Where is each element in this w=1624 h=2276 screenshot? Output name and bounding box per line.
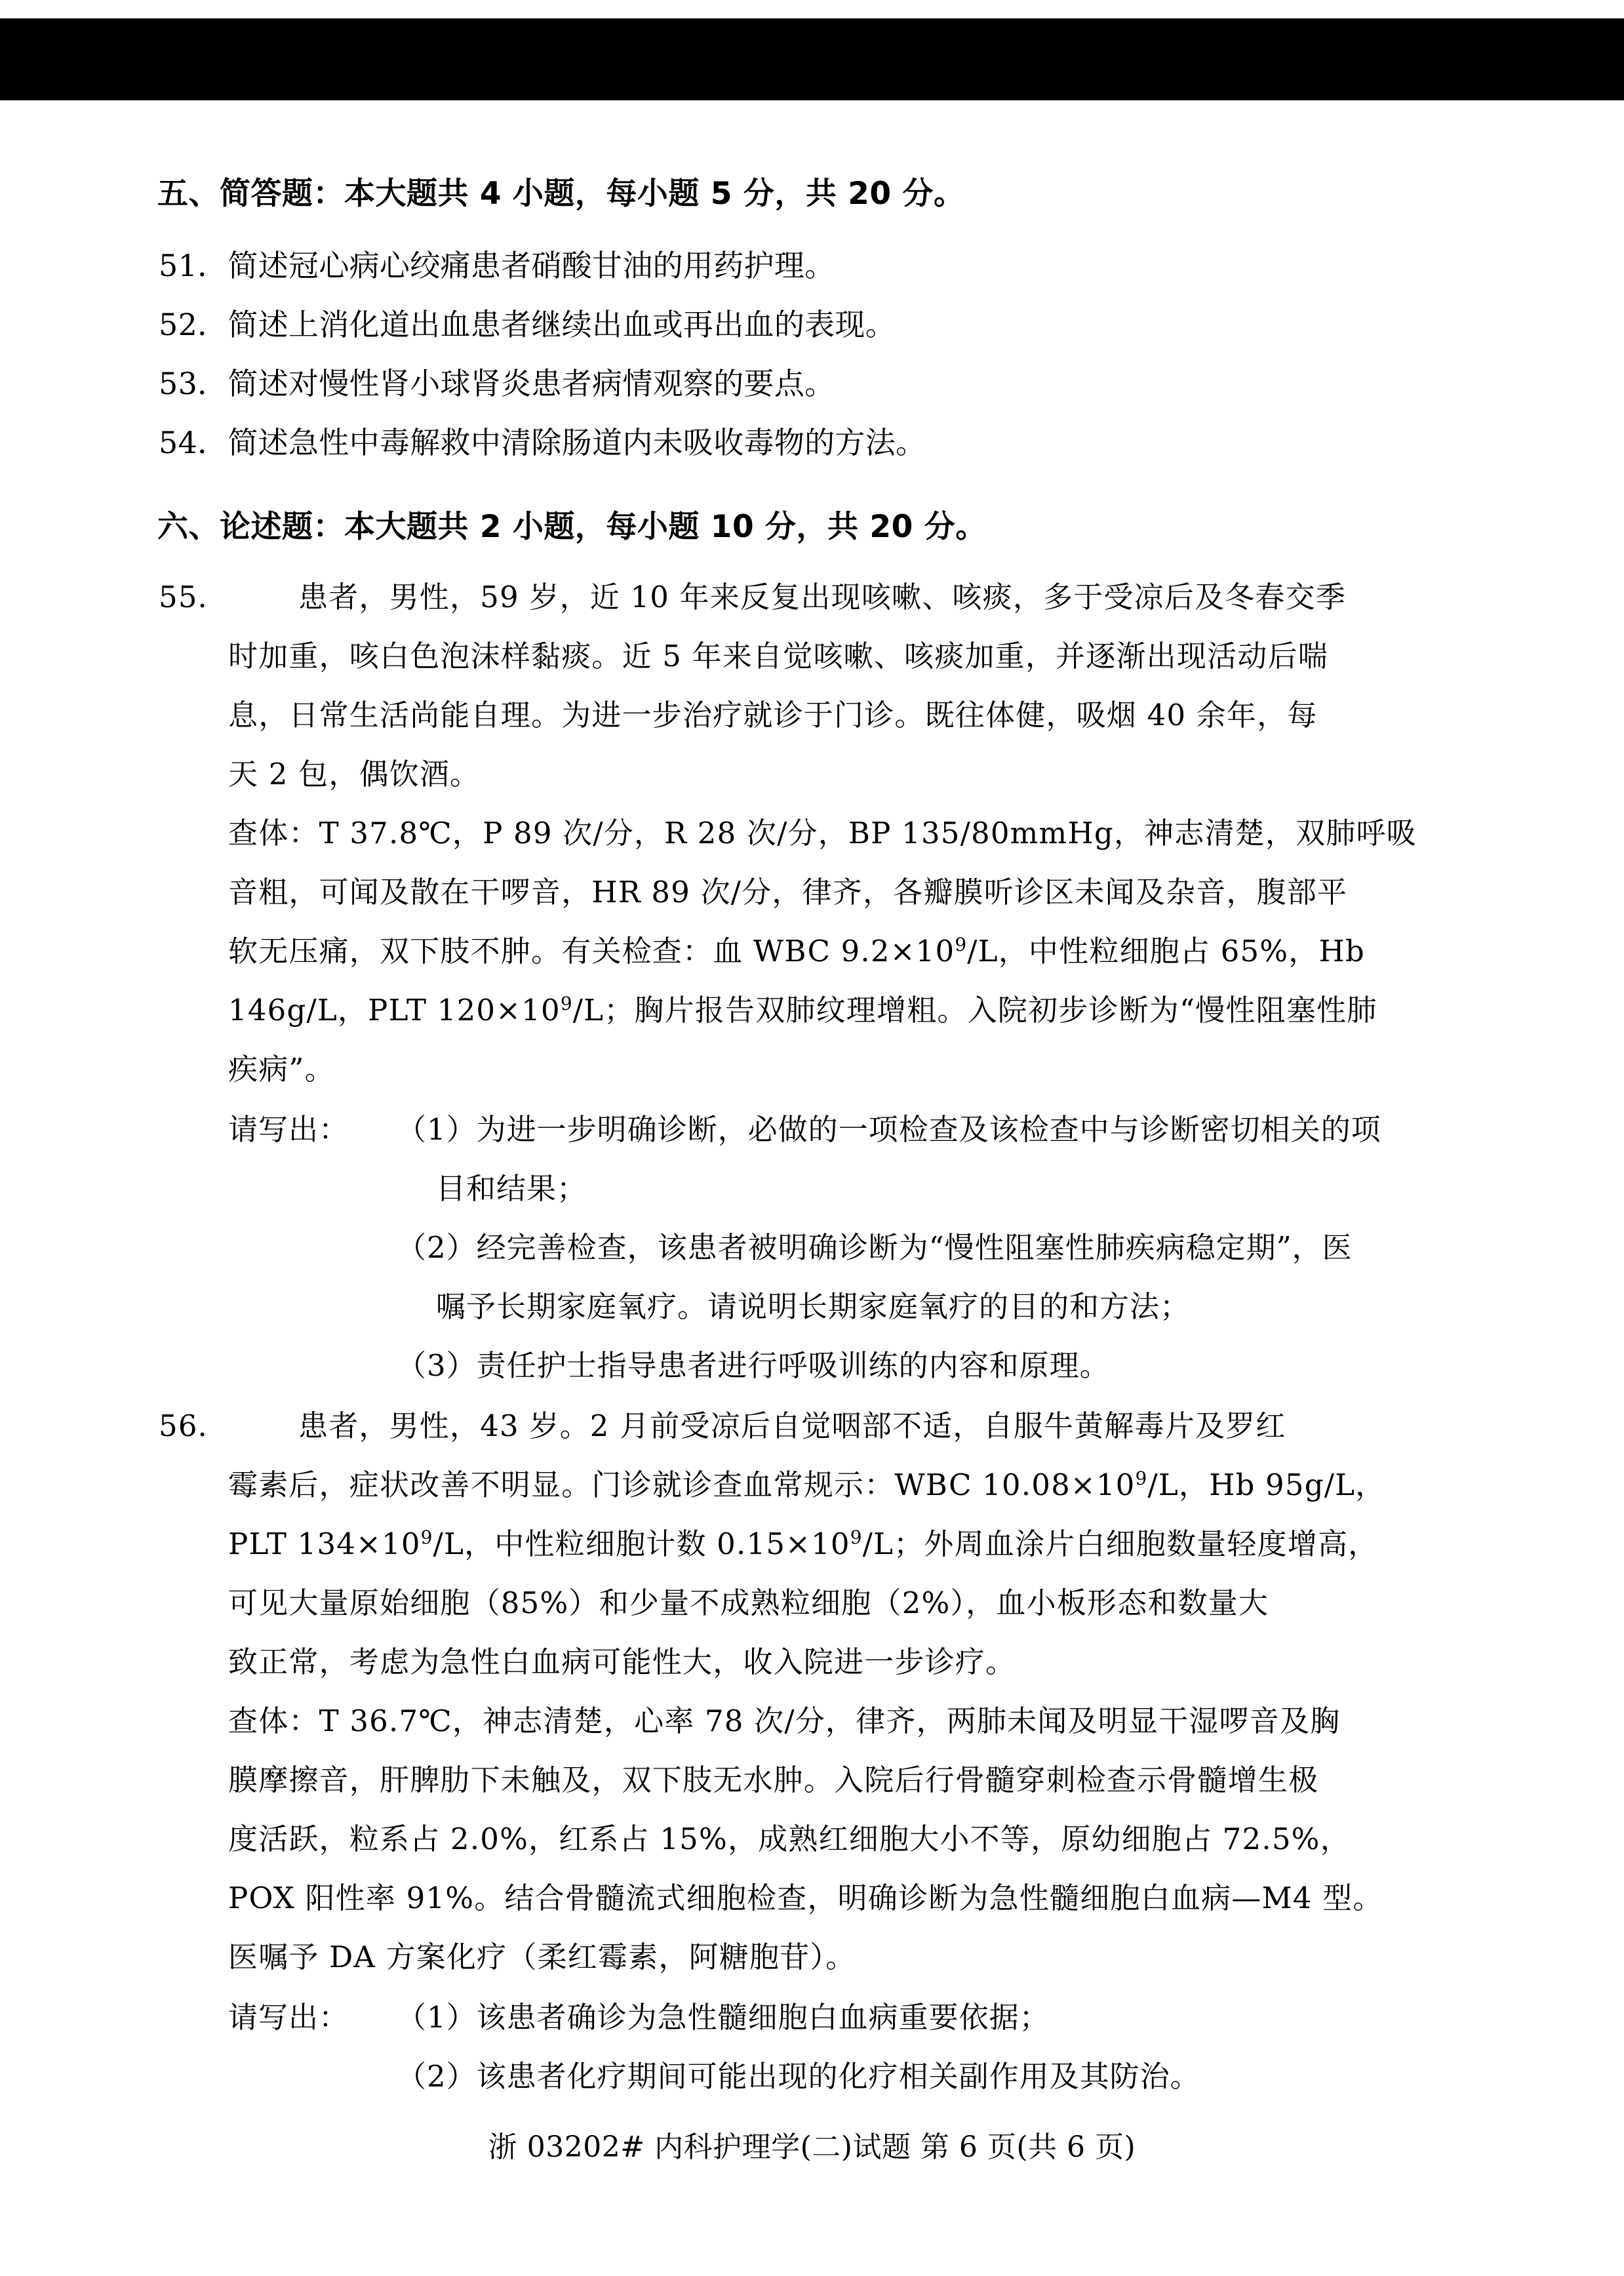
question-54-text: 简述急性中毒解救中清除肠道内未吸收毒物的方法。 [228, 425, 926, 460]
question-56-case-line-2a: 霉素后，症状改善不明显。门诊就诊查血常规示：WBC 10.08×10 [228, 1467, 1136, 1502]
question-53-number: 53． [159, 366, 228, 401]
question-55-exam-line-1 [228, 818, 1417, 848]
question-51-number: 51． [159, 248, 228, 283]
question-55-number: 55． [159, 580, 228, 614]
question-55-case-line-2: 时加重，咳白色泡沫样黏痰。近 5 年来自觉咳嗽、咳痰加重，并逐渐出现活动后喘 [228, 639, 1328, 673]
question-55-case-line-3: 息，日常生活尚能自理。为进一步治疗就诊于门诊。既往体健，吸烟 40 余年，每 [228, 698, 1318, 732]
question-51-text: 简述冠心病心绞痛患者硝酸甘油的用药护理。 [228, 248, 835, 283]
question-56-number: 56． [159, 1408, 228, 1443]
section-six-heading [157, 509, 987, 545]
question-55-case-line-1: 患者，男性，59 岁，近 10 年来反复出现咳嗽、咳痰，多于受凉后及冬春交季 [298, 580, 1347, 614]
section-six-heading-lead: 六、论述题： [157, 509, 344, 545]
question-55-exam-line-3 [228, 936, 1365, 966]
question-55-exam-line-2: 音粗，可闻及散在干啰音，HR 89 次/分，律齐，各瓣膜听诊区未闻及杂音，腹部平 [228, 875, 1348, 909]
question-52-number: 52． [159, 307, 228, 342]
question-55-sub1-line-2: 目和结果； [436, 1171, 587, 1206]
question-55-exam-line-1b: ℃，P 89 次/分，R 28 次/分，BP 135/80mmHg，神志清楚，双肺呼吸 [418, 816, 1417, 850]
question-56-exam-line-1 [228, 1706, 1340, 1736]
question-56-case-line-3a: PLT 134×10 [228, 1527, 421, 1561]
question-55-exam-line-4b: /L；胸片报告双肺纹理增粗。入院初步诊断为“慢性阻塞性肺 [572, 993, 1377, 1028]
question-56-case-line-2b: /L，Hb 95g/L， [1147, 1467, 1386, 1502]
question-56-sub2: （2）该患者化疗期间可能出现的化疗相关副作用及其防治。 [397, 2059, 1200, 2094]
question-56-sub1: （1）该患者确诊为急性髓细胞白血病重要依据； [397, 2000, 1050, 2035]
question-51 [159, 250, 835, 281]
question-52-text: 简述上消化道出血患者继续出血或再出血的表现。 [228, 307, 896, 342]
question-56-case-line-3 [228, 1529, 1378, 1559]
question-56-case-line-3-exponent-1: 9 [420, 1527, 433, 1548]
question-53-text: 简述对慢性肾小球肾炎患者病情观察的要点。 [228, 366, 835, 401]
question-56-exam-line-1a: 查体：T 36.7 [228, 1704, 419, 1738]
question-55-exam-line-4 [228, 993, 1377, 1028]
question-55-ask-label: 请写出： [228, 1112, 349, 1147]
question-56-case-line-3b: /L，中性粒细胞计数 0.15×10 [433, 1527, 850, 1561]
question-55-exam-line-3b: /L，中性粒细胞占 65%，Hb [967, 934, 1365, 968]
question-56-case-line-2 [228, 1467, 1386, 1502]
section-six-heading-rest: 本大题共 2 小题，每小题 10 分，共 20 分。 [344, 509, 987, 545]
question-55-sub3-line-1: （3）责任护士指导患者进行呼吸训练的内容和原理。 [397, 1348, 1110, 1383]
question-56-exam-line-5: 医嘱予 DA 方案化疗（柔红霉素，阿糖胞苷）。 [228, 1940, 856, 1974]
question-56-exam-line-2: 膜摩擦音，肝脾肋下未触及，双下肢无水肿。入院后行骨髓穿刺检查示骨髓增生极 [228, 1763, 1319, 1797]
question-55-exam-line-5: 疾病”。 [228, 1052, 335, 1087]
section-five-heading [157, 176, 965, 212]
question-56-exam-line-4: POX 阳性率 91%。结合骨髓流式细胞检查，明确诊断为急性髓细胞白血病—M4 型。 [228, 1881, 1383, 1915]
question-55-exam-line-3-exponent: 9 [955, 934, 968, 955]
question-55-sub2-line-2: 嘱予长期家庭氧疗。请说明长期家庭氧疗的目的和方法； [436, 1289, 1191, 1324]
question-53 [159, 366, 835, 401]
question-56-case-line-5: 致正常，考虑为急性白血病可能性大，收入院进一步诊疗。 [228, 1645, 1016, 1679]
question-56-case-line-3c: /L；外周血涂片白细胞数量轻度增高， [862, 1527, 1379, 1561]
question-55-sub2-line-1: （2）经完善检查，该患者被明确诊断为“慢性阻塞性肺疾病稳定期”，医 [397, 1230, 1353, 1265]
question-55-sub1-line-1: （1）为进一步明确诊断，必做的一项检查及该检查中与诊断密切相关的项 [397, 1112, 1381, 1147]
question-56-case-line-1: 患者，男性，43 岁。2 月前受凉后自觉咽部不适，自服牛黄解毒片及罗红 [298, 1408, 1286, 1443]
question-56-case-line-3-exponent-2: 9 [850, 1527, 863, 1548]
question-55-exam-line-3a: 软无压痛，双下肢不肿。有关检查：血 WBC 9.2×10 [228, 934, 955, 968]
question-56-exam-line-3: 度活跃，粒系占 2.0%，红系占 15%，成熟红细胞大小不等，原幼细胞占 72.5%， [228, 1822, 1351, 1856]
question-56-case-line-4: 可见大量原始细胞（85%）和少量不成熟粒细胞（2%），血小板形态和数量大 [228, 1586, 1269, 1620]
question-55-exam-line-1a: 查体：T 37.8 [228, 816, 419, 850]
question-54 [159, 425, 926, 460]
question-56-ask-label: 请写出： [228, 2000, 349, 2035]
question-56-case-line-2-exponent: 9 [1135, 1467, 1148, 1489]
section-five-heading-lead: 五、简答题： [157, 176, 344, 212]
question-54-number: 54． [159, 425, 228, 460]
question-55-exam-line-4a: 146g/L，PLT 120×10 [228, 993, 561, 1028]
page-footer: 浙 03202# 内科护理学(二)试题 第 6 页(共 6 页) [488, 2130, 1136, 2164]
question-56-exam-line-1b: ℃，神志清楚，心率 78 次/分，律齐，两肺未闻及明显干湿啰音及胸 [418, 1704, 1341, 1738]
question-55-case-line-4: 天 2 包，偶饮酒。 [228, 757, 481, 791]
section-five-heading-rest: 本大题共 4 小题，每小题 5 分，共 20 分。 [344, 176, 965, 212]
question-55-exam-line-4-exponent: 9 [560, 993, 573, 1014]
scan-artifact-band [0, 18, 1624, 100]
question-52 [159, 309, 896, 340]
